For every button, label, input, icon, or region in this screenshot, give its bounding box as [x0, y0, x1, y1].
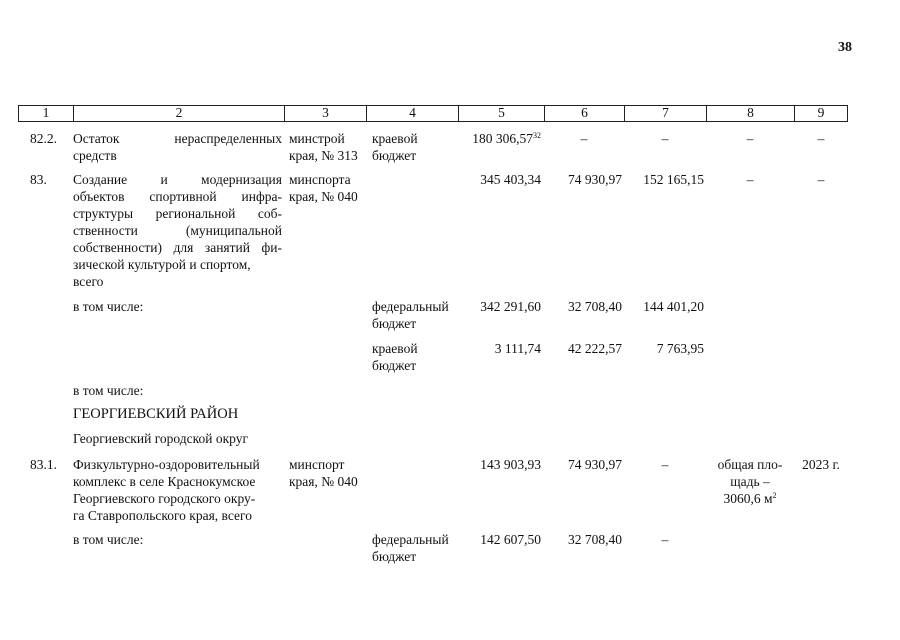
column-header-8: 8 — [706, 105, 794, 122]
value-col7: 7 763,95 — [656, 341, 704, 356]
row-name-line: средств — [73, 148, 117, 163]
value-col6: – — [580, 131, 588, 146]
including-label: в том числе: — [73, 532, 144, 547]
row-number: 83. — [30, 172, 47, 187]
department-line: края, № 040 — [289, 474, 358, 489]
value-col9: 2023 г. — [802, 457, 840, 472]
column-header-5: 5 — [458, 105, 544, 122]
value-col5 — [440, 131, 541, 148]
value-col7: – — [661, 457, 669, 472]
column-header-4: 4 — [366, 105, 458, 122]
row-name-line: всего — [73, 274, 104, 289]
value-col5: 345 403,34 — [480, 172, 541, 187]
value-col7: – — [661, 532, 669, 547]
column-header-9: 9 — [794, 105, 848, 122]
funding-source-line: краевой — [372, 341, 418, 356]
funding-source-line: бюджет — [372, 358, 417, 373]
footnote-marker: 32 — [533, 131, 541, 140]
value-col5: 342 291,60 — [480, 299, 541, 314]
row-number: 83.1. — [30, 457, 57, 472]
row-name-line: собственности) для занятий фи- — [73, 240, 282, 255]
row-name-line: Остаток нераспределенных — [73, 131, 282, 146]
including-label: в том числе: — [73, 299, 144, 314]
column-header-6: 6 — [544, 105, 624, 122]
funding-source-line: бюджет — [372, 148, 417, 163]
row-name-line: Георгиевского городского окру- — [73, 491, 256, 506]
department-line: минспорта — [289, 172, 351, 187]
column-header-3: 3 — [284, 105, 366, 122]
department-line: минспорт — [289, 457, 345, 472]
value-col8-line: щадь – — [730, 474, 770, 489]
value-col6: 32 708,40 — [568, 299, 622, 314]
column-header-2: 2 — [73, 105, 284, 122]
funding-source-line: федеральный — [372, 532, 449, 547]
row-name-line: объектов спортивной инфра- — [73, 189, 282, 204]
value-col6: 42 222,57 — [568, 341, 622, 356]
row-name-line: га Ставропольского края, всего — [73, 508, 252, 523]
row-name-line: структуры региональной соб- — [73, 206, 282, 221]
value-col8: – — [746, 172, 754, 187]
value-col8-line — [706, 491, 794, 508]
department-line: минстрой — [289, 131, 345, 146]
value-col6: 32 708,40 — [568, 532, 622, 547]
department-line: края, № 313 — [289, 148, 358, 163]
row-name-line: комплекс в селе Краснокумское — [73, 474, 256, 489]
value-col5: 3 111,74 — [494, 341, 541, 356]
value-col7: – — [661, 131, 669, 146]
including-label: в том числе: — [73, 383, 144, 398]
row-name-line: Физкультурно-оздоровительный — [73, 457, 260, 472]
value-col9: – — [817, 172, 825, 187]
row-name-line: Создание и модернизация — [73, 172, 282, 187]
value-amount: 180 306,57 — [472, 131, 533, 146]
value-col7: 152 165,15 — [643, 172, 704, 187]
value-col9: – — [817, 131, 825, 146]
value-col5: 142 607,50 — [480, 532, 541, 547]
okrug-heading: Георгиевский городской округ — [73, 431, 249, 446]
funding-source-line: бюджет — [372, 549, 417, 564]
funding-source-line: краевой — [372, 131, 418, 146]
value-col6: 74 930,97 — [568, 457, 622, 472]
district-heading: ГЕОРГИЕВСКИЙ РАЙОН — [73, 406, 239, 422]
unit-exponent: 2 — [772, 491, 777, 500]
value-col8: – — [746, 131, 754, 146]
row-name-line: зической культурой и спортом, — [73, 257, 251, 272]
column-header-7: 7 — [624, 105, 706, 122]
value-col7: 144 401,20 — [643, 299, 704, 314]
value-col8-line: общая пло- — [717, 457, 783, 472]
column-header-1: 1 — [18, 105, 73, 122]
row-number: 82.2. — [30, 131, 57, 146]
value-col6: 74 930,97 — [568, 172, 622, 187]
area-value: 3060,6 м — [723, 491, 773, 506]
funding-source-line: бюджет — [372, 316, 417, 331]
funding-source-line: федеральный — [372, 299, 449, 314]
row-name-line: ственности (муниципальной — [73, 223, 282, 238]
page-number: 38 — [838, 40, 852, 55]
value-col5: 143 903,93 — [480, 457, 541, 472]
department-line: края, № 040 — [289, 189, 358, 204]
